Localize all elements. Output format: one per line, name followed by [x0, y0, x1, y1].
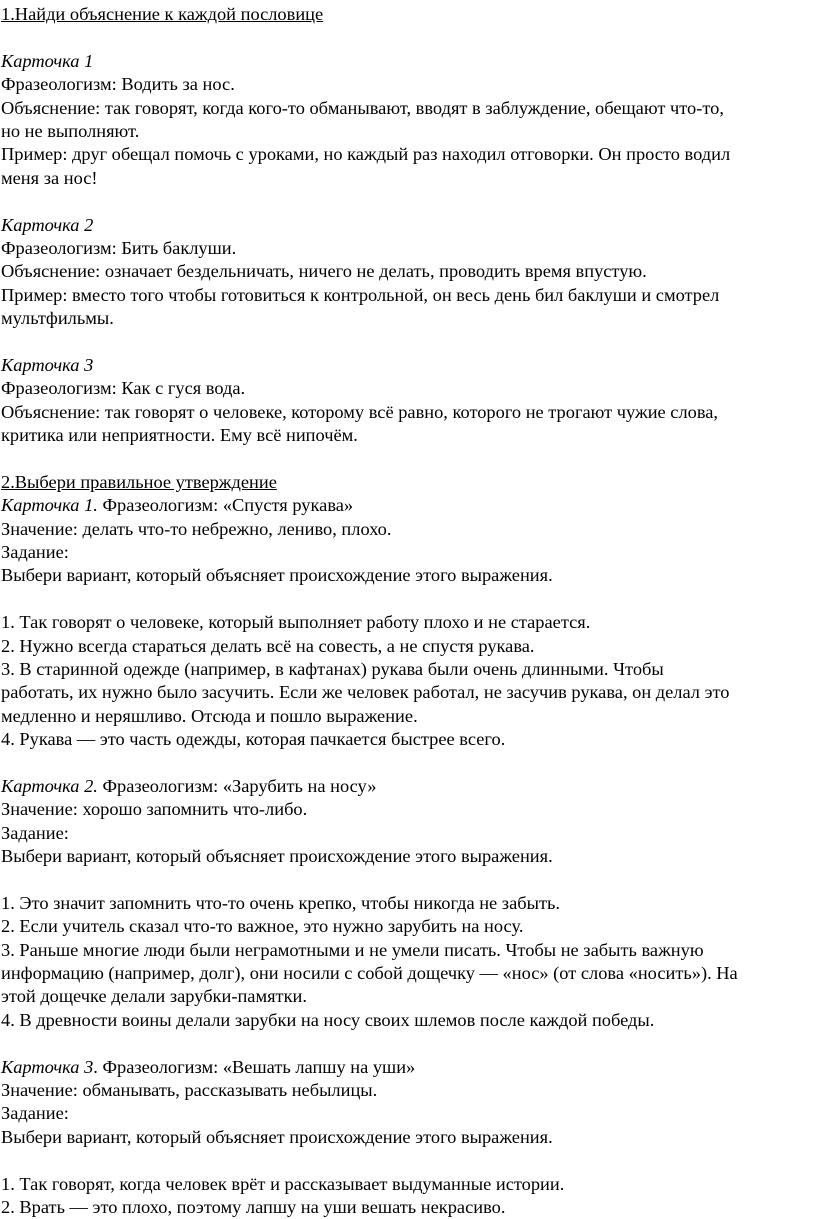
spacer [1, 1032, 816, 1055]
s2-card-3-task-label: Задание: [1, 1103, 69, 1124]
s2-card-1-option: медленно и неряшливо. Отсюда и пошло выражение. [1, 705, 418, 726]
s2-card-3-task: Выбери вариант, который объясняет происхождение этого выражения. [1, 1126, 553, 1147]
s2-card-2-option: 3. Раньше многие люди были неграмотными и не умели писать. Чтобы не забыть важную [1, 939, 704, 960]
s2-card-3 [1, 1056, 816, 1219]
s2-card-3-phrase: . Фразеологизм: «Вешать лапшу на уши» [93, 1056, 416, 1077]
s2-card-3-header [1, 1056, 816, 1079]
s1-card-2-line: Пример: вместо того чтобы готовиться к контрольной, он весь день бил баклуши и смотрел [1, 284, 720, 305]
s2-card-1-task-label: Задание: [1, 541, 69, 562]
s2-card-2-option: этой дощечке делали зарубки-памятки. [1, 986, 307, 1007]
s2-card-2-option: информацию (например, долг), они носили с собой дощечку — «нос» (от слова «носить»). На [1, 963, 738, 984]
s2-card-2 [1, 775, 816, 1032]
s1-card-2 [1, 214, 816, 331]
s2-card-2-meaning: Значение: хорошо запомнить что-либо. [1, 799, 308, 820]
s2-card-2-option: 4. В древности воины делали зарубки на носу своих шлемов после каждой победы. [1, 1009, 655, 1030]
s1-card-3-line: Фразеологизм: Как с гуся вода. [1, 378, 246, 399]
s2-card-2-phrase: Фразеологизм: «Зарубить на носу» [97, 775, 377, 796]
s2-card-1-title: Карточка 1. [1, 495, 98, 516]
s2-card-1-header [1, 494, 816, 517]
s2-card-1 [1, 494, 816, 751]
s1-card-1-line: Объяснение: так говорят, когда кого-то обманывают, вводят в заблуждение, обещают что-то, [1, 97, 724, 118]
spacer [1, 447, 816, 470]
s1-card-2-title: Карточка 2 [1, 214, 94, 235]
spacer [1, 26, 816, 49]
s2-card-2-option: 2. Если учитель сказал что-то важное, это нужно зарубить на носу. [1, 916, 524, 937]
s1-card-1-line: меня за нос! [1, 167, 98, 188]
s2-card-3-title: Карточка 3 [1, 1056, 94, 1077]
s1-card-1 [1, 50, 816, 190]
s1-card-2-line: мультфильмы. [1, 308, 114, 329]
s2-card-2-title: Карточка 2. [1, 775, 98, 796]
s2-card-2-header [1, 775, 816, 798]
spacer [1, 752, 816, 775]
s2-card-1-option: 1. Так говорят о человеке, который выполняет работу плохо и не старается. [1, 612, 591, 633]
s2-card-1-phrase: Фразеологизм: «Спустя рукава» [97, 495, 354, 516]
s2-card-1-option: 3. В старинной одежде (например, в кафтанах) рукава были очень длинными. Чтобы [1, 658, 664, 679]
s1-card-1-title: Карточка 1 [1, 50, 94, 71]
spacer [1, 190, 816, 213]
spacer [1, 1149, 816, 1172]
s2-card-2-option: 1. Это значит запомнить что-то очень крепко, чтобы никогда не забыть. [1, 892, 560, 913]
s1-card-2-line: Объяснение: означает бездельничать, ничего не делать, проводить время впустую. [1, 261, 647, 282]
spacer [1, 588, 816, 611]
section1-heading: 1.Найди объяснение к каждой пословице [1, 4, 324, 24]
s1-card-1-line: Пример: друг обещал помочь с уроками, но каждый раз находил отговорки. Он просто водил [1, 144, 731, 165]
s2-card-3-option: 2. Врать — это плохо, поэтому лапшу на уши вешать некрасиво. [1, 1196, 506, 1217]
s1-card-1-line: но не выполняют. [1, 120, 140, 141]
s2-card-2-task: Выбери вариант, который объясняет происхождение этого выражения. [1, 846, 553, 867]
s2-card-1-option: работать, их нужно было засучить. Если же человек работал, не засучив рукава, он делал это [1, 682, 730, 703]
s1-card-3-line: Объяснение: так говорят о человеке, которому всё равно, которого не трогают чужие слова, [1, 401, 719, 422]
s2-card-1-meaning: Значение: делать что-то небрежно, лениво, плохо. [1, 518, 392, 539]
s2-card-1-option: 4. Рукава — это часть одежды, которая пачкается быстрее всего. [1, 729, 506, 750]
s1-card-3-line: критика или неприятности. Ему всё нипочём. [1, 425, 358, 446]
section2-heading: 2.Выбери правильное утверждение [1, 471, 277, 492]
s2-card-2-task-label: Задание: [1, 822, 69, 843]
s1-card-3 [1, 354, 816, 448]
s1-card-1-line: Фразеологизм: Водить за нос. [1, 74, 235, 95]
s1-card-3-title: Карточка 3 [1, 354, 94, 375]
s2-card-1-option: 2. Нужно всегда стараться делать всё на совесть, а не спустя рукава. [1, 635, 535, 656]
spacer [1, 868, 816, 891]
spacer [1, 330, 816, 353]
s2-card-3-option: 1. Так говорят, когда человек врёт и рассказывает выдуманные истории. [1, 1173, 565, 1194]
s1-card-2-line: Фразеологизм: Бить баклуши. [1, 237, 237, 258]
s2-card-3-meaning: Значение: обманывать, рассказывать небылицы. [1, 1079, 378, 1100]
s2-card-1-task: Выбери вариант, который объясняет происхождение этого выражения. [1, 565, 553, 586]
